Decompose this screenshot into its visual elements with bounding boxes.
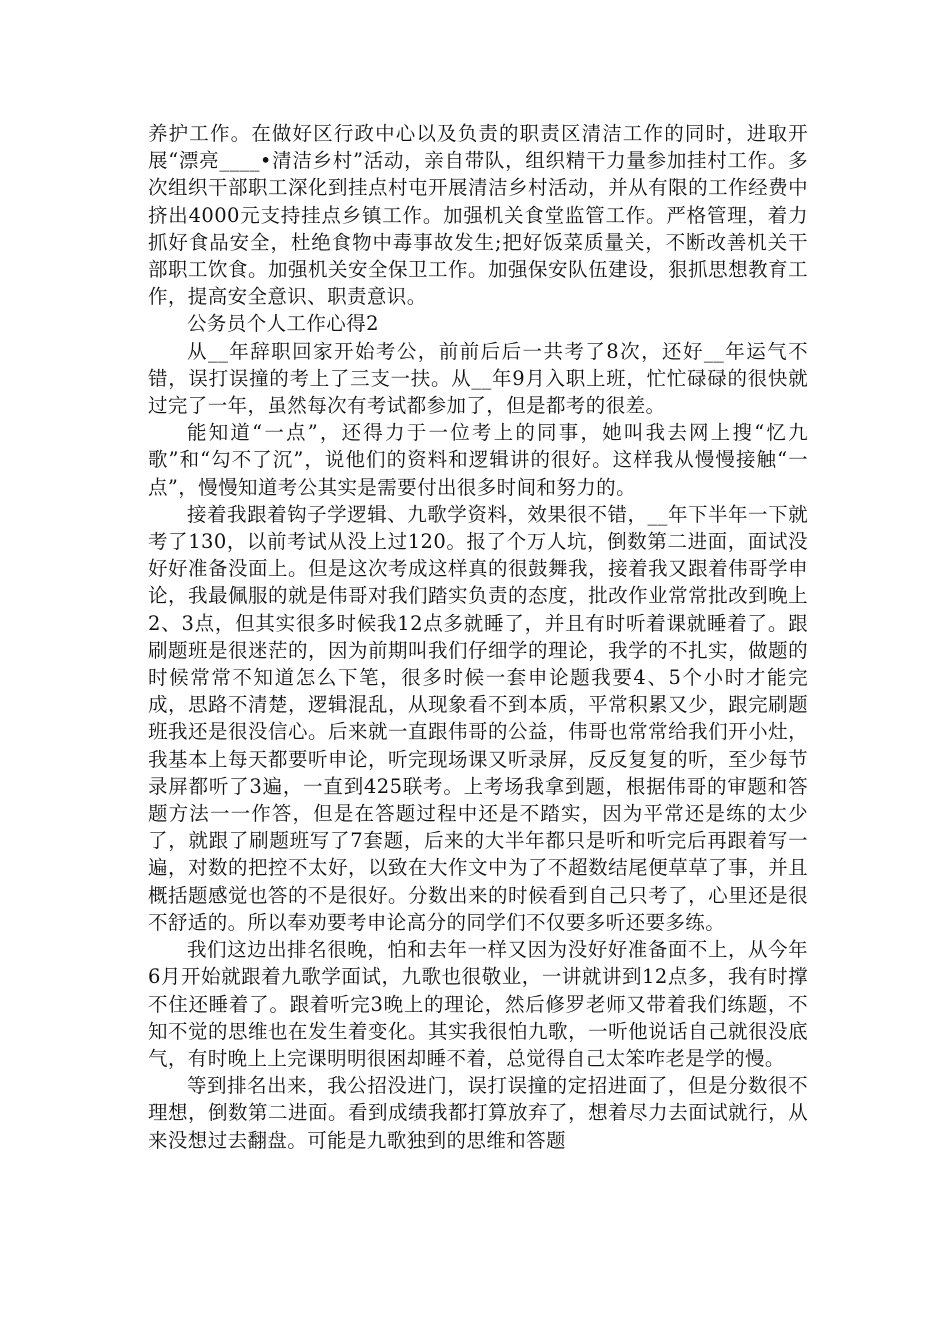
section-heading: 公务员个人工作心得2 <box>187 312 379 336</box>
paragraph: 从__年辞职回家开始考公，前前后后一共考了8次，还好__年运气不错，误打误撞的考上了三支一扶。从__年9月入职上班，忙忙碌碌的很快就过完了一年，虽然每次有考试都参加了，但是都考的很差。 <box>148 339 808 418</box>
document-body <box>148 120 808 1154</box>
paragraph: 能知道“一点”，还得力于一位考上的同事，她叫我去网上搜“忆九歌”和“勾不了沉”，说他们的资料和逻辑讲的很好。这样我从慢慢接触“一点”，慢慢知道考公其实是需要付出很多时间和努力的。 <box>148 421 808 499</box>
paragraph: 我们这边出排名很晚，怕和去年一样又因为没好好准备面不上，从今年6月开始就跟着九歌学面试，九歌也很敬业，一讲就讲到12点多，我有时撑不住还睡着了。跟着听完3晚上的理论，然后修罗老师又带着我们练题，不知不觉的思维也在发生着变化。其实我很怕九歌，一听他说话自己就很没底气，有时晚上上完课明明很困却睡不着，总觉得自己太笨咋老是学的慢。 <box>148 938 808 1070</box>
paragraph: 接着我跟着钩子学逻辑、九歌学资料，效果很不错，__年下半年一下就考了130，以前考试从没上过120。报了个万人坑，倒数第二进面，面试没好好准备没面上。但是这次考成这样真的很鼓舞我，接着我又跟着伟哥学申论，我最佩服的就是伟哥对我们踏实负责的态度，批改作业常常批改到晚上2、3点，但其实很多时候我12点多就睡了，并且有时听着课就睡着了。跟刷题班是很迷茫的，因为前期叫我们仔细学的理论，我学的不扎实，做题的时候常常不知道怎么下笔，很多时候一套申论题我要4、5个小时才能完成，思路不清楚，逻辑混乱，从现象看不到本质，平常积累又少，跟完刷题班我还是很没信心。后来就一直跟伟哥的公益，伟哥也常常给我们开小灶，我基本上每天都要听申论，听完现场课又听录屏，反反复复的听，至少每节录屏都听了3遍，一直到425联考。上考场我拿到题，根据伟哥的审题和答题方法一一作答，但是在答题过程中还是不踏实，因为平常还是练的太少了，就跟了刷题班写了7套题，后来的大半年都只是听和听完后再跟着写一遍，对数的把控不太好，以致在大作文中为了不超数结尾便草草了事，并且概括题感觉也答的不是很好。分数出来的时候看到自己只考了，心里还是很不舒适的。所以奉劝要考申论高分的同学们不仅要多听还要多练。 <box>148 502 808 934</box>
paragraph: 等到排名出来，我公招没进门，误打误撞的定招进面了，但是分数很不理想，倒数第二进面。看到成绩我都打算放弃了，想着尽力去面试就行，从来没想过去翻盘。可能是九歌独到的思维和答题 <box>148 1074 808 1152</box>
paragraph-continuation: 养护工作。在做好区行政中心以及负责的职责区清洁工作的同时，进取开展“漂亮____•清洁乡村”活动，亲自带队，组织精干力量参加挂村工作。多次组织干部职工深化到挂点村屯开展清洁乡村活动，并从有限的工作经费中挤出4000元支持挂点乡镇工作。加强机关食堂监管工作。严格管理，着力抓好食品安全，杜绝食物中毒事故发生;把好饭菜质量关，不断改善机关干部职工饮食。加强机关安全保卫工作。加强保安队伍建设，狠抓思想教育工作，提高安全意识、职责意识。 <box>148 122 808 309</box>
